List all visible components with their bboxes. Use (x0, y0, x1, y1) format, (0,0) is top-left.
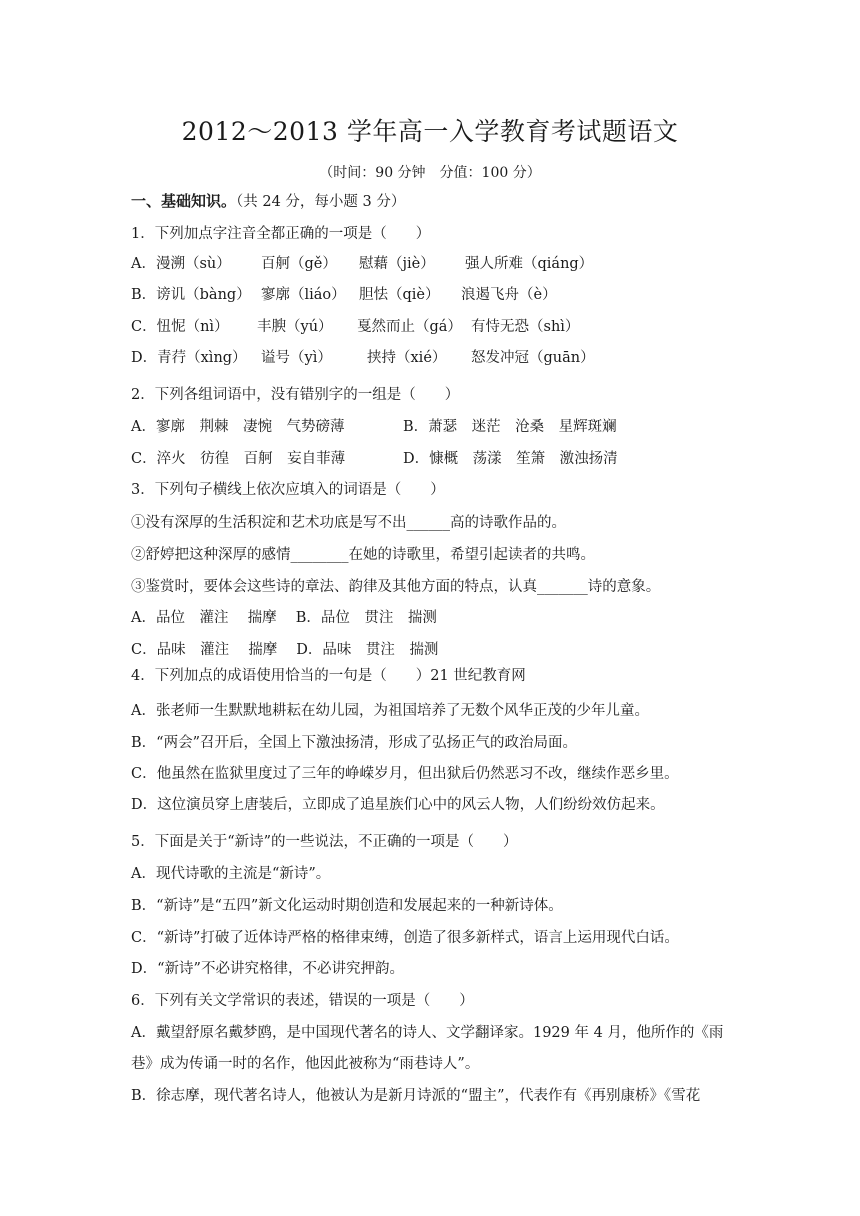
q4-option-b: B．“两会”召开后，全国上下激浊扬清，形成了弘扬正气的政治局面。 (131, 735, 577, 751)
q4-stem: 4．下列加点的成语使用恰当的一句是（ ）21 世纪教育网 (131, 668, 526, 684)
q1-d-item2: 谥号（yì） (261, 350, 332, 366)
q5-option-d: D．“新诗”不必讲究格律，不必讲究押韵。 (131, 961, 404, 977)
q1-a-item4: 强人所难（qiáng） (465, 256, 594, 272)
q1-a-item1: A．漫溯（sù） (131, 256, 231, 272)
q1-d-item1: D．青荇（xìng） (131, 350, 247, 366)
q1-a-item3: 慰藉（jiè） (359, 256, 435, 272)
q4-option-a: A．张老师一生默默地耕耘在幼儿园，为祖国培养了无数个风华正茂的少年儿童。 (131, 703, 649, 719)
section-heading (131, 191, 405, 212)
section-title: 一、基础知识。 (131, 192, 237, 210)
q1-b-item3: 胆怯（qiè） (359, 287, 440, 303)
q1-c-item3: 戛然而止（gá） (357, 319, 462, 335)
q4-option-d: D．这位演员穿上唐装后，立即成了追星族们心中的风云人物，人们纷纷效仿起来。 (131, 797, 665, 813)
q5-option-c: C．“新诗”打破了近体诗严格的格律束缚，创造了很多新样式，语言上运用现代白话。 (131, 930, 679, 946)
q1-c-item2: 丰腴（yú） (257, 319, 333, 335)
q3-sentence-2: ②舒婷把这种深厚的感情________在她的诗歌里，希望引起读者的共鸣。 (131, 547, 595, 563)
q1-d-item3: 挟持（xié） (367, 350, 447, 366)
q5-stem: 5．下面是关于“新诗”的一些说法，不正确的一项是（ ） (131, 834, 518, 850)
q3-sentence-3: ③鉴赏时，要体会这些诗的章法、韵律及其他方面的特点，认真_______诗的意象。 (131, 579, 661, 595)
page-title: 2012～2013 学年高一入学教育考试题语文 (181, 117, 679, 146)
q2-option-c: C．淬火 彷徨 百舸 妄自菲薄 (131, 451, 346, 467)
q1-b-item1: B．谤讥（bàng） (131, 287, 251, 303)
q2-option-b: B．萧瑟 迷茫 沧桑 星辉斑斓 (403, 419, 617, 435)
q6-stem: 6．下列有关文学常识的表述，错误的一项是（ ） (131, 993, 474, 1009)
q1-c-item1: C．忸怩（nì） (131, 319, 229, 335)
q6-option-a-line2: 巷》成为传诵一时的名作，他因此被称为“雨巷诗人”。 (131, 1056, 480, 1072)
q1-stem: 1．下列加点字注音全都正确的一项是（ ） (131, 226, 431, 242)
q2-stem: 2．下列各组词语中，没有错别字的一组是（ ） (131, 387, 460, 403)
q4-option-c: C．他虽然在监狱里度过了三年的峥嵘岁月，但出狱后仍然恶习不改，继续作恶乡里。 (131, 766, 679, 782)
q2-option-a: A．寥廓 荆棘 凄惋 气势磅薄 (131, 419, 345, 435)
q1-a-item2: 百舸（gě） (261, 256, 337, 272)
q2-option-d: D．慷概 荡漾 笙箫 激浊扬清 (403, 451, 618, 467)
q3-sentence-1: ①没有深厚的生活积淀和艺术功底是写不出______高的诗歌作品的。 (131, 515, 566, 531)
q1-b-item2: 寥廓（liáo） (261, 287, 346, 303)
q1-c-item4: 有恃无恐（shì） (471, 319, 580, 335)
exam-time-and-score: （时间：90 分钟 分值：100 分） (319, 165, 541, 181)
q5-option-b: B．“新诗”是“五四”新文化运动时期创造和发展起来的一种新诗体。 (131, 898, 563, 914)
q3-stem: 3．下列句子横线上依次应填入的词语是（ ） (131, 482, 445, 498)
q1-d-item4: 怒发冲冠（guān） (471, 350, 595, 366)
q3-options-cd: C．品味 灌注 揣摩 D．品味 贯注 揣测 (131, 642, 439, 658)
q3-options-ab: A．品位 灌注 揣摩 B．品位 贯注 揣测 (131, 610, 437, 626)
q1-b-item4: 浪遏飞舟（è） (461, 287, 557, 303)
q6-option-b-line1: B．徐志摩，现代著名诗人，他被认为是新月诗派的“盟主”，代表作有《再别康桥》《雪花 (131, 1088, 701, 1104)
q5-option-a: A．现代诗歌的主流是“新诗”。 (131, 866, 331, 882)
section-note: （共 24 分，每小题 3 分） (236, 194, 406, 210)
q6-option-a-line1: A．戴望舒原名戴梦鸥，是中国现代著名的诗人、文学翻译家。1929 年 4 月，他所作的《雨 (131, 1025, 724, 1041)
